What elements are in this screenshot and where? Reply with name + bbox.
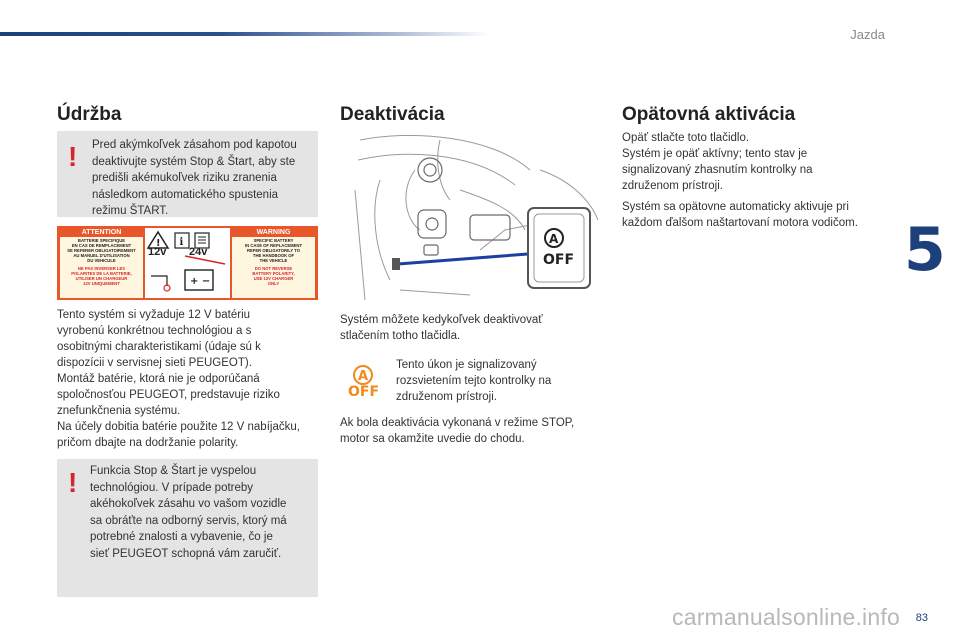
warning-text-1: Pred akýmkoľvek zásahom pod kapotou deaktivujte systém Stop & Štart, aby ste predišli akémukoľvek riziku zranenia následkom automatického spustenia režimu ŠTART. [92,139,297,217]
label-left-panel: ATTENTION BATTERIE SPECIFIQUE EN CAS DE REMPLACEMENT SE REFERER OBLIGATOIREMENT AU MANUEL D'UTILISATION DU VEHICULE NE PAS INVERSER LES POLARITES DE LA BATTERIE, UTILISER UN CHARGEUR 12V UNIQUEMENT [60,228,143,298]
chapter-number: 5 [904,215,946,285]
label-12v: 12v [148,246,167,258]
reactivate-paragraph-2: Systém sa opätovne automaticky aktivuje pri každom ďalšom naštartovaní motora vodičom. [622,201,858,229]
label-24v: 24v [189,246,208,258]
battery-warning-label [57,226,318,300]
off-button-label: OFF [543,252,575,268]
deactivate-paragraph-3: Ak bola deaktivácia vykonaná v režime STOP, motor sa okamžite uvedie do chodu. [340,417,575,445]
battery-symbols-icon [145,228,230,298]
svg-text:A: A [358,369,369,384]
heading-deaktivacia: Deaktivácia [340,104,445,125]
warning-text-2: Funkcia Stop & Štart je vyspelou technológiou. V prípade potreby akéhokoľvek zásahu vo vašom vozidle sa obráťte na odborný servis, ktorý má potrebné znalosti a vybavenie, čo je sieť PEUGEOT schopná vám zaručiť. [90,465,287,560]
warning-box-2 [57,459,318,597]
heading-udrzba: Údržba [57,104,122,125]
watermark: carmanualsonline.info [672,604,900,630]
deactivate-paragraph-1: Systém môžete kedykoľvek deaktivovať stlačením totho tlačidla. [340,314,543,342]
reactivate-paragraph-1: Opäť stlačte toto tlačidlo. Systém je opäť aktívny; tento stav je signalizovaný zhasnutím kontrolky na združenom prístroji. [622,132,813,192]
battery-paragraph: Tento systém si vyžaduje 12 V batériu vyrobenú konkrétnou technológiou a s osobitnými charakteristikami (údaje sú k dispozícii v servisnej sieti PEUGEOT). Montáž batérie, ktorá nie je odporúčaná spoločnosťou PEUGEOT, predstavuje riziko znefunkčnenia systému. Na účely dobitia batérie použite 12 V nabíjačku, pričom dbajte na dodržanie polarity. [57,309,300,449]
svg-text:i: i [179,237,184,248]
svg-text:+ −: + − [190,276,211,287]
deactivate-paragraph-2: Tento úkon je signalizovaný rozsvietením tejto kontrolky na združenom prístroji. [396,359,552,403]
header-bar [0,32,490,36]
label-right-panel: WARNING SPECIFIC BATTERY IN CASE OF REPLACEMENT REFER OBLIGATORILY TO THE HANDBOOK OF THE VEHICLE DO NOT REVERSE BATTERY POLARITY, USE 12V CHARGER ONLY [232,228,315,298]
page-number: 83 [915,612,928,624]
dashboard-illustration [340,130,600,302]
warning-icon: ! [68,467,78,498]
svg-text:!: ! [156,238,161,249]
stop-start-off-indicator-icon [345,364,381,404]
svg-text:A: A [549,232,559,246]
label-attention: ATTENTION [60,228,143,237]
section-name: Jazda [850,27,885,42]
warning-icon: ! [68,141,78,172]
label-middle-panel [145,228,230,298]
warning-box-1 [57,131,318,217]
indicator-off-label: OFF [348,384,380,400]
heading-opatovna-aktivacia: Opätovná aktivácia [622,104,796,125]
label-warning: WARNING [232,228,315,237]
dashboard-drawing [340,130,600,302]
